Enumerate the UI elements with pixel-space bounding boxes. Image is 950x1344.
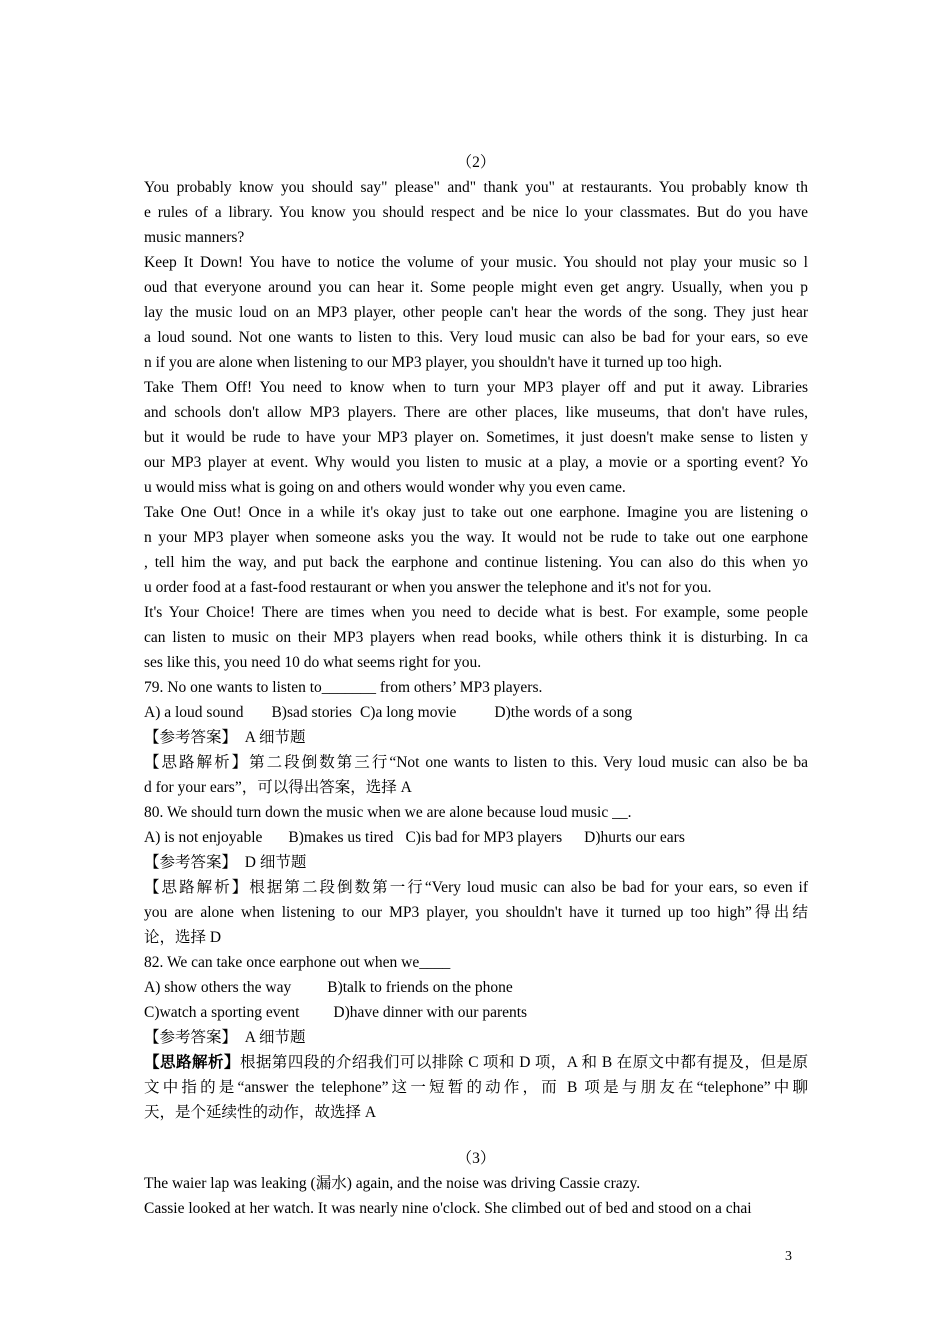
passage-line: u would miss what is going on and others would wonder why you even came. (144, 479, 626, 496)
passage-line: can listen to music on their MP3 players when read books, while others think it is disturbing. In ca (144, 629, 808, 646)
passage-line: u order food at a fast-food restaurant or when you answer the telephone and it's not for you. (144, 579, 712, 596)
question-82-options-row2 (144, 1000, 808, 1025)
option-b: B)talk to friends on the phone (327, 979, 513, 996)
option-a: A) is not enjoyable (144, 829, 263, 846)
question-82-answer: 【参考答案】 A 细节题 (144, 1029, 306, 1046)
question-80-analysis: 论，选择 D (144, 929, 222, 946)
passage-line: , tell him the way, and put back the earphone and continue listening. You can also do this when yo (144, 554, 808, 571)
question-82-analysis: 文中指的是“answer the telephone”这一短暂的动作，而 B 项是与朋友在“telephone”中聊 (144, 1079, 808, 1096)
question-79-stem: 79. No one wants to listen to_______ from others’ MP3 players. (144, 679, 543, 696)
passage-line: but it would be rude to have your MP3 player on. Sometimes, it just doesn't make sense to listen y (144, 429, 808, 446)
question-80-analysis: 【思路解析】根据第二段倒数第一行“Very loud music can also be bad for your ears, so even if (144, 879, 808, 896)
question-80-options (144, 825, 808, 850)
section-2-marker: （2） (456, 154, 496, 171)
section-2 (144, 150, 808, 1125)
question-79-analysis: 【思路解析】第二段倒数第三行“Not one wants to listen to this. Very loud music can also be ba (144, 754, 808, 771)
passage-line: our MP3 player at event. Why would you listen to music at a play, a movie or a sporting event? Yo (144, 454, 808, 471)
question-82-analysis (144, 1050, 808, 1075)
option-c: C)a long movie (359, 704, 457, 721)
option-b: B)makes us tired (288, 829, 394, 846)
passage-line: lay the music loud on an MP3 player, other people can't hear the words of the song. They just hear (144, 304, 808, 321)
passage-line: ses like this, you need 10 do what seems right for you. (144, 654, 482, 671)
option-d: D)have dinner with our parents (333, 1004, 528, 1021)
passage-line: Take One Out! Once in a while it's okay just to take out one earphone. Imagine you are listening o (144, 504, 808, 521)
question-79-analysis: d for your ears”，可以得出答案，选择 A (144, 779, 412, 796)
analysis-label: 【思路解析】 (144, 1054, 240, 1071)
analysis-text: 根据第四段的介绍我们可以排除 C 项和 D 项，A 和 B 在原文中都有提及，但是原 (239, 1054, 808, 1071)
question-80-answer: 【参考答案】 D 细节题 (144, 854, 307, 871)
option-a: A) show others the way (144, 979, 292, 996)
passage-line: oud that everyone around you can hear it. Some people might even get angry. Usually, when you p (144, 279, 808, 296)
question-79-options (144, 700, 808, 725)
passage-line: Keep It Down! You have to notice the volume of your music. You should not play your music so l (144, 254, 808, 271)
question-79-answer: 【参考答案】 A 细节题 (144, 729, 306, 746)
passage-line: e rules of a library. You know you should respect and be nice lo your classmates. But do you have (144, 204, 808, 221)
option-d: D)the words of a song (494, 704, 633, 721)
section-3 (144, 1146, 808, 1221)
option-c: C)watch a sporting event (144, 1004, 300, 1021)
question-82-stem: 82. We can take once earphone out when we____ (144, 954, 451, 971)
passage-line: n if you are alone when listening to our MP3 player, you shouldn't have it turned up too high. (144, 354, 723, 371)
passage-line: Take Them Off! You need to know when to turn your MP3 player off and put it away. Libraries (144, 379, 808, 396)
passage-line: music manners? (144, 229, 245, 246)
passage-line: Cassie looked at her watch. It was nearly nine o'clock. She climbed out of bed and stood on a chai (144, 1200, 752, 1217)
question-82-analysis: 天，是个延续性的动作，故选择 A (144, 1104, 377, 1121)
passage-line: It's Your Choice! There are times when you need to decide what is best. For example, some people (144, 604, 808, 621)
section-3-marker: （3） (456, 1150, 496, 1167)
page-number: 3 (785, 1249, 792, 1264)
option-a: A) a loud sound (144, 704, 244, 721)
option-c: C)is bad for MP3 players (405, 829, 563, 846)
question-82-options-row1 (144, 975, 808, 1000)
option-d: D)hurts our ears (584, 829, 685, 846)
passage-line: You probably know you should say" please" and" thank you" at restaurants. You probably know th (144, 179, 808, 196)
option-b: B)sad stories (271, 704, 352, 721)
passage-line: and schools don't allow MP3 players. There are other places, like museums, that don't have rules, (144, 404, 808, 421)
passage-line: n your MP3 player when someone asks you the way. It would not be rude to take out one earphone (144, 529, 808, 546)
passage-line: The waier lap was leaking (漏水) again, and the noise was driving Cassie crazy. (144, 1175, 641, 1192)
question-80-analysis: you are alone when listening to our MP3 player, you shouldn't have it turned up too high”得出结 (144, 904, 808, 921)
question-80-stem: 80. We should turn down the music when we are alone because loud music __. (144, 804, 632, 821)
passage-line: a loud sound. Not one wants to listen to this. Very loud music can also be bad for your ears, so eve (144, 329, 808, 346)
